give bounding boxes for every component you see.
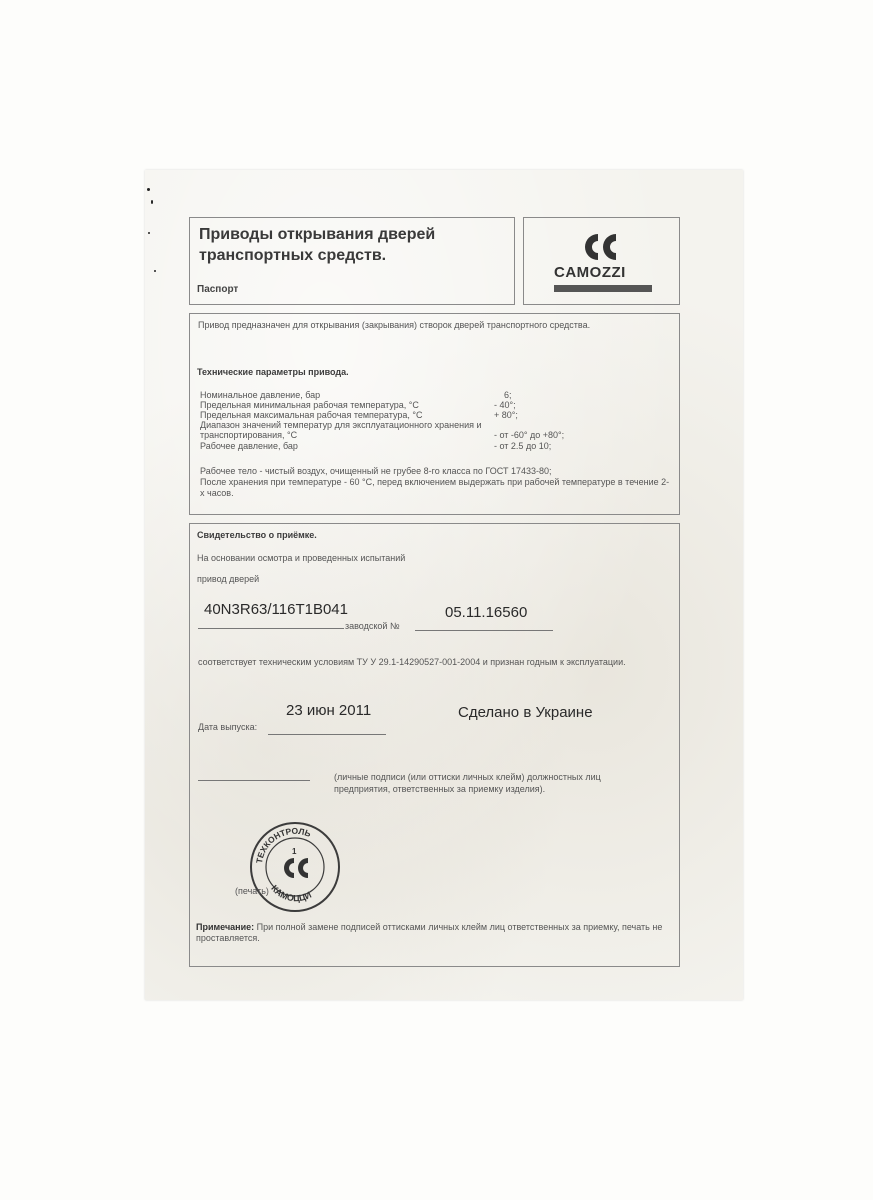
passport-label: Паспорт — [197, 284, 239, 295]
signature-line — [198, 780, 310, 781]
issue-date-label: Дата выпуска: — [198, 722, 258, 732]
stamp-top-text: ТЕХКОНТРОЛЬ — [254, 825, 313, 865]
quality-control-stamp — [248, 820, 342, 914]
conformity-text: соответствует техническим условиям ТУ У 29.1-14290527-001-2004 и признан годным к эксплуатации. — [198, 657, 626, 667]
storage-note-text: После хранения при температуре - 60 °C, перед включением выдержать при рабочей температуре в течение 2-х часов. — [200, 477, 670, 498]
acceptance-section — [189, 523, 680, 967]
document-title: Приводы открывания дверей транспортных средств. — [199, 226, 436, 264]
param-row — [200, 420, 670, 442]
title-box — [189, 217, 515, 305]
note-body: При полной замене подписей оттисками личных клейм лиц ответственных за приемку, печать не проставляется. — [196, 922, 663, 943]
param-value: + 80°; — [494, 410, 518, 420]
param-value: - от 2.5 до 10; — [494, 441, 552, 451]
passport-sheet — [145, 170, 743, 1000]
param-value: - 40°; — [494, 400, 516, 410]
purpose-text: Привод предназначен для открывания (закрывания) створок дверей транспортного средства. — [198, 320, 591, 330]
param-label: Предельная максимальная рабочая температура, °C — [200, 410, 423, 420]
scan-speck — [147, 188, 150, 191]
param-label: Номинальное давление, бар — [200, 390, 321, 400]
param-value: - от -60° до +80°; — [494, 430, 565, 440]
made-in-label: Сделано в Украине — [458, 704, 593, 721]
param-label: Рабочее давление, бар — [200, 441, 298, 451]
working-medium-text: Рабочее тело - чистый воздух, очищенный не грубее 8-го класса по ГОСТ 17433-80; — [200, 466, 552, 476]
param-value: 6; — [504, 390, 512, 400]
technical-section — [189, 313, 680, 515]
svg-text:ТЕХКОНТРОЛЬ — [254, 826, 312, 864]
model-number: 40N3R63/116T1B041 — [204, 601, 348, 618]
scan-speck — [154, 270, 156, 272]
stamp-label: (печать) — [235, 886, 269, 896]
issue-date-underline — [268, 734, 386, 735]
svg-text:КАМОЦЦИ — [269, 883, 313, 903]
logo-wordmark: CAMOZZI — [554, 264, 626, 281]
serial-number: 05.11.16560 — [445, 604, 528, 621]
stamp-number: 1 — [292, 847, 297, 856]
camozzi-logo-icon — [576, 230, 620, 264]
serial-underline — [415, 630, 553, 631]
scan-speck — [148, 232, 150, 234]
acceptance-title: Свидетельство о приёмке. — [197, 530, 317, 540]
logo-box — [523, 217, 680, 305]
note-text — [196, 922, 674, 944]
signatures-note: (личные подписи (или оттиски личных клейм) должностных лиц предприятия, ответственных за приемку изделия). — [334, 772, 601, 794]
stamp-bottom-text: КАМОЦЦИ — [269, 883, 314, 904]
serial-label: заводской № — [345, 621, 400, 631]
device-label: привод дверей — [197, 574, 260, 584]
param-label: Диапазон значений температур для эксплуатационного хранения и транспортирования, °C — [200, 420, 482, 440]
tech-section-title: Технические параметры привода. — [197, 367, 349, 377]
scan-speck — [151, 200, 153, 204]
basis-text: На основании осмотра и проведенных испытаний — [197, 553, 406, 563]
model-underline — [198, 628, 344, 629]
issue-date: 23 июн 2011 — [286, 702, 372, 719]
note-label: Примечание: — [196, 922, 255, 932]
param-label: Предельная минимальная рабочая температура, °C — [200, 400, 419, 410]
logo-bar — [554, 285, 652, 292]
